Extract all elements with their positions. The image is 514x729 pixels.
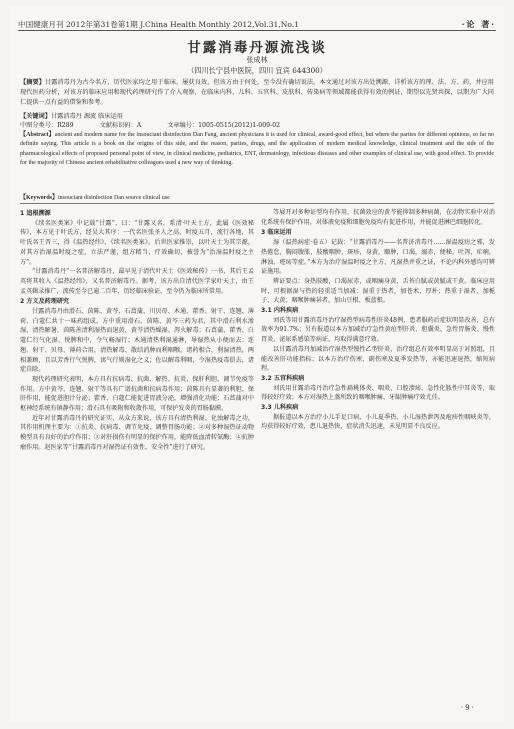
document-code: 文献标识码：A: [99, 122, 142, 129]
running-header: [18, 16, 496, 31]
body-paragraph: 以甘露消毒丹加减治疗湿热型慢性乙型肝炎，治疗组总有效率明显高于对照组，且能改善肝功能指标；以本方治疗伤寒、副伤寒及夏季发热等，亦能迅速退热，缩短病程。: [261, 345, 495, 373]
clc-number: 中图分类号：R289: [20, 122, 74, 129]
section-heading: 3 临床运用: [261, 229, 292, 237]
body-paragraph: 据报道以本方治疗小儿手足口病、小儿夏季热、小儿湿热泄泻及疱疹性咽峡炎等，均获得较好疗效，患儿退热快，症状消失迅速，未见明显不良反应。: [261, 413, 495, 431]
section-heading: 2 方义及药理研究: [20, 298, 70, 306]
section-heading: 3.2 五官科疾病: [261, 374, 305, 382]
body-paragraph: 湿（温热病症·卷五）记载：“甘露消毒丹——名普济消毒丹……湿温疫疠之邪，发热倦怠，胸闷腹胀，肢酸咽肿，斑疹，身黄，颐肿，口渴，溺赤，便秘，吐泻，疟痢，淋浊，疮疡等症。”本方为治疗湿温时疫之主方，凡湿热并重之证，不论内科外感均可辨证施用。: [261, 239, 495, 276]
body-paragraph: “甘露消毒丹”一名普济解毒丹，最早见于清代叶天士《医效秘传》一书，其后王孟英将其收入《温热经纬》，又名普济解毒丹。据考，该方出自清代医学家叶天士，由王孟英辑录推广，流传至今已逾二百年，历经临床验证，至今仍为临床所常用。: [20, 268, 254, 295]
divider: [20, 203, 494, 204]
journal-page: [10, 6, 504, 722]
abstract-cn: [20, 78, 494, 108]
section-label: ·论 著·: [461, 19, 496, 29]
body-paragraph: 甘露消毒丹由滑石、茵陈、黄芩、石菖蒲、川贝母、木通、藿香、射干、连翘、薄荷、白蔻仁共十一味药组成。方中重用滑石、茵陈、黄芩三药为君，其中滑石利水渗湿、清热解暑，茵陈善清利湿热而退黄，黄芩清热燥湿、泻火解毒；石菖蒲、藿香、白蔻仁行气化湿、悦脾和中，令气畅湿行；木通清热利湿通淋，导湿热从小便而去；连翘、射干、贝母、薄荷合用，清热解毒、散结消肿而利咽喉。诸药相合，利湿清热，两相兼顾，且以芳香行气悦脾，寓气行则湿化之义；佐以解毒利咽，令湿热疫毒俱去，诸症自除。: [20, 308, 254, 374]
affiliation: （四川长宁县中医院，四川 宜宾 644300）: [187, 66, 327, 75]
body-paragraph: 刘氏用甘露消毒丹治疗急性扁桃体炎、咽炎、口腔溃疡、急性化脓性中耳炎等，取得较好疗效；本方对湿热上蒸所致的咽喉肿痛、牙龈肿痛疗效尤佳。: [261, 384, 495, 402]
body-paragraph: 《续名医类案》中记载“甘露”，曰：“甘露又名，系清·叶天士方，此属《医效秘传》，本方见于叶氏方，经吴大其序：一代名医张圣人之高，时疫五月，流行各地，其叶氏名王晋三，得《温热经纬》、《续名医类案》。后世医家推崇，以叶天士为其宗源，对其方治湿温时疫之症，立法严谨，组方精当，疗效确切，被誉为“治湿温时疫之主方”。: [20, 219, 254, 266]
section-heading: 1 追根溯源: [20, 210, 51, 217]
abstract-en-label: 【Abstract】: [20, 132, 55, 138]
left-column: [20, 208, 254, 453]
abstract-cn-label: 【摘要】: [20, 79, 45, 86]
section-heading: 3.1 内科疾病: [261, 307, 299, 315]
keywords-en-label: 【Keywords】: [20, 195, 58, 201]
keywords-en-text: insouciant disinfection Dan source clinical use: [58, 195, 170, 201]
body-paragraph: 等展开对多种证型均有作用，抗菌效应的黄芩能抑制多种病菌，在动物实验中对消化系统有保护作用，对体液免疫和细胞免疫均有促进作用，并能促进淋巴细胞转化。: [261, 209, 495, 226]
article-number: 文章编号：1005-0515(2012)1-009-02: [167, 122, 281, 129]
body-paragraph: 辨证要点：身热肢酸，口渴尿赤，或咽痛身黄，舌苔白腻或黄腻或干黄。临床应用时，可根据湿与热的轻重适当加减：湿重于热者，加苍术、厚朴；热重于湿者，加栀子、大黄；咽喉肿痛甚者，加山豆根、板蓝根。: [261, 277, 495, 305]
keywords-cn: [20, 111, 494, 120]
body-paragraph: 刘氏等用甘露消毒丹治疗湿热型病毒性肝炎48例，患者服药后症状明显改善，总有效率为91.7%；另有报道以本方加减治疗急性黄疸型肝炎、胆囊炎、急性胃肠炎、慢性胃炎、泌尿系感染等病证，均取得满意疗效。: [261, 316, 495, 344]
article-title: 甘露消毒丹源流浅谈: [187, 40, 327, 56]
abstract-en: [20, 131, 494, 169]
right-column: [261, 208, 495, 432]
body-paragraph: 近年对甘露消毒丹的研究证实，从众方来说，该方具有清热利湿、化浊解毒之功，其作用机理主要为：①抗炎、抗病毒、调节免疫、调整胃肠功能；②对多种湿热证动物模型具有良好的治疗作用；③对肝损伤有明显的保护作用，能降低血清转氨酶；④抗肿瘤作用。赵医家等“甘露消毒丹对湿热证有效性、安全性”进行了研究。: [20, 414, 254, 451]
keywords-cn-label: 【关键词】: [20, 113, 51, 120]
keywords-cn-text: 甘露消毒丹 源流 临床运用: [50, 113, 123, 120]
section-heading: 3.3 儿科疾病: [261, 404, 299, 412]
body-paragraph: 现代药理研究表明，本方具有抗病毒、抗菌、解热、抗炎、保肝利胆、调节免疫等作用。方中黄芩、连翘、射干等具有广谱抗菌和抗病毒作用；茵陈具有显著的利胆、保肝作用，能促进胆汁分泌；藿香、白蔻仁能促进胃液分泌，增强消化功能；石菖蒲对中枢神经系统有镇静作用；滑石具有吸附和收敛作用，可保护发炎的胃肠黏膜。: [20, 375, 254, 413]
journal-citation: 中国健康月刊 2012年第31卷第1期 J.China Health Monthly 2012,Vol.31,No.1: [18, 20, 300, 29]
abstract-en-text: ancient and modern name for the insouciant disinfection Dan Fang, ancient physicians it is used for clinical, award-good effect, but where the parties for different opinions, so far no definite saying. This article is a book on the origins of this side, and the reason, parties, drugs, and the application of modern medical knowledge, clinical treatment and the side of the pharmacological effects of proposed personal point of view, in clinical medicine, pediatrics, ENT, dermatology, infectious diseases and other examples of clinical use, with good effect. To provide for the majority of Chinese ancient rehabilitative colleagues used a new way of thinking.: [20, 132, 495, 167]
abstract-cn-text: 甘露消毒丹为古今名方，历代医家均之用于临床，屡获良效，但该方由于何处，至今没有确切说法。本文通过对该方出处溯源，详析该方的理、法、方、药，并应用现代医药分析，对该方的临床应用和现代药理研究作了介入观察，在临床内科、儿科、五官科、皮肤科、传染病等领域都能获得有效的例证，期望以先贤共探，以期为广大同仁提供一点有益的借鉴和参考。: [20, 79, 494, 106]
keywords-en: [20, 192, 494, 201]
classification-meta: [20, 120, 494, 129]
author: 张成林: [246, 56, 268, 64]
page-number: · 9 ·: [460, 703, 474, 712]
